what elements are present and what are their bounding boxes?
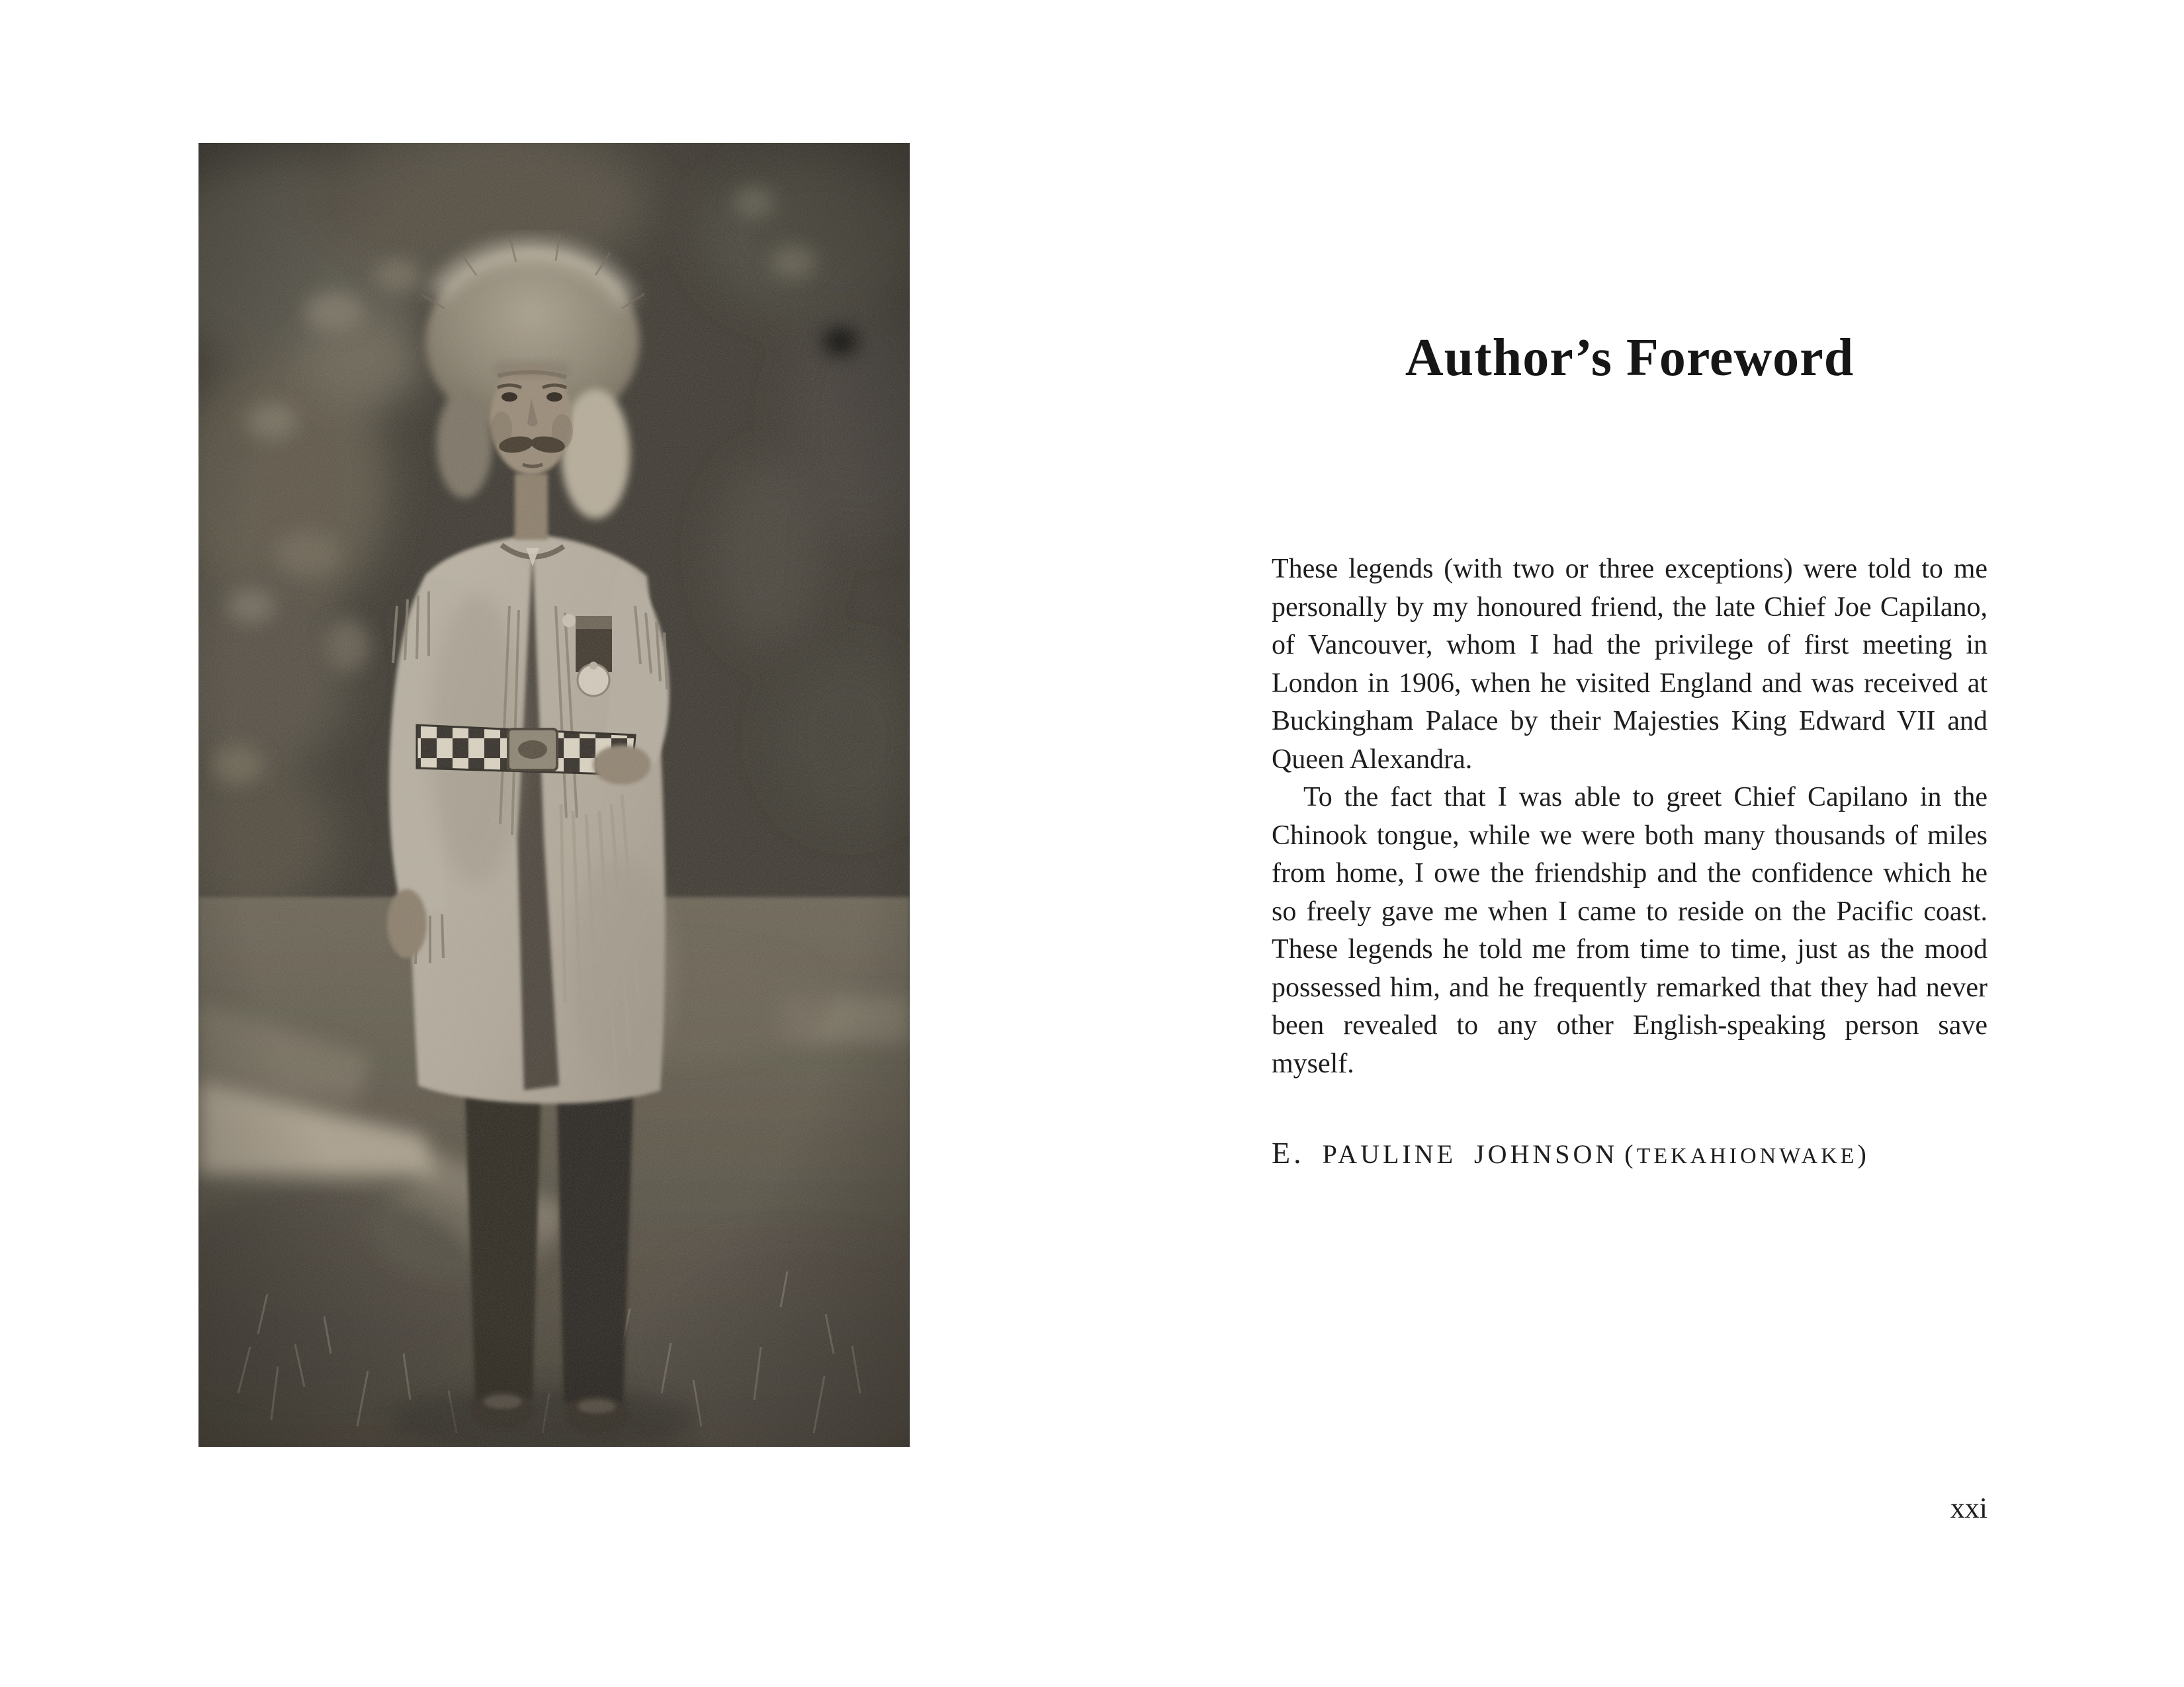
foreword-body bbox=[1272, 550, 1987, 1083]
author-name: E. PAULINE JOHNSON bbox=[1272, 1136, 1618, 1170]
signature-close-paren: ) bbox=[1857, 1139, 1870, 1169]
page-number: xxi bbox=[1950, 1492, 1987, 1524]
foreword-paragraph-2: To the fact that I was able to greet Chief Capilano in the Chinook tongue, while we were both many thousands of miles from home, I owe the friendship and the confidence which he so freely gave me when I came to reside on the Pacific coast. These legends he told me from time to time, just as the mood possessed him, and he frequently remarked that they had never been revealed to any other English-speaking person save myself. bbox=[1272, 782, 1987, 1079]
portrait-photo bbox=[198, 143, 910, 1447]
portrait-photo-illustration bbox=[198, 143, 910, 1447]
signature-open-paren: ( bbox=[1624, 1139, 1637, 1169]
author-signature bbox=[1272, 1136, 1987, 1171]
page-title: Author’s Foreword bbox=[1405, 329, 1855, 387]
foreword-paragraph-1: These legends (with two or three exceptions) were told to me personally by my honoured friend, the late Chief Joe Capilano, of Vancouver, whom I had the privilege of first meeting in London in 1906, when he visited England and was received at Buckingham Palace by their Majesties King Edward VII and Queen Alexandra. bbox=[1272, 554, 1987, 775]
author-alias: TEKAHIONWAKE bbox=[1636, 1144, 1858, 1168]
